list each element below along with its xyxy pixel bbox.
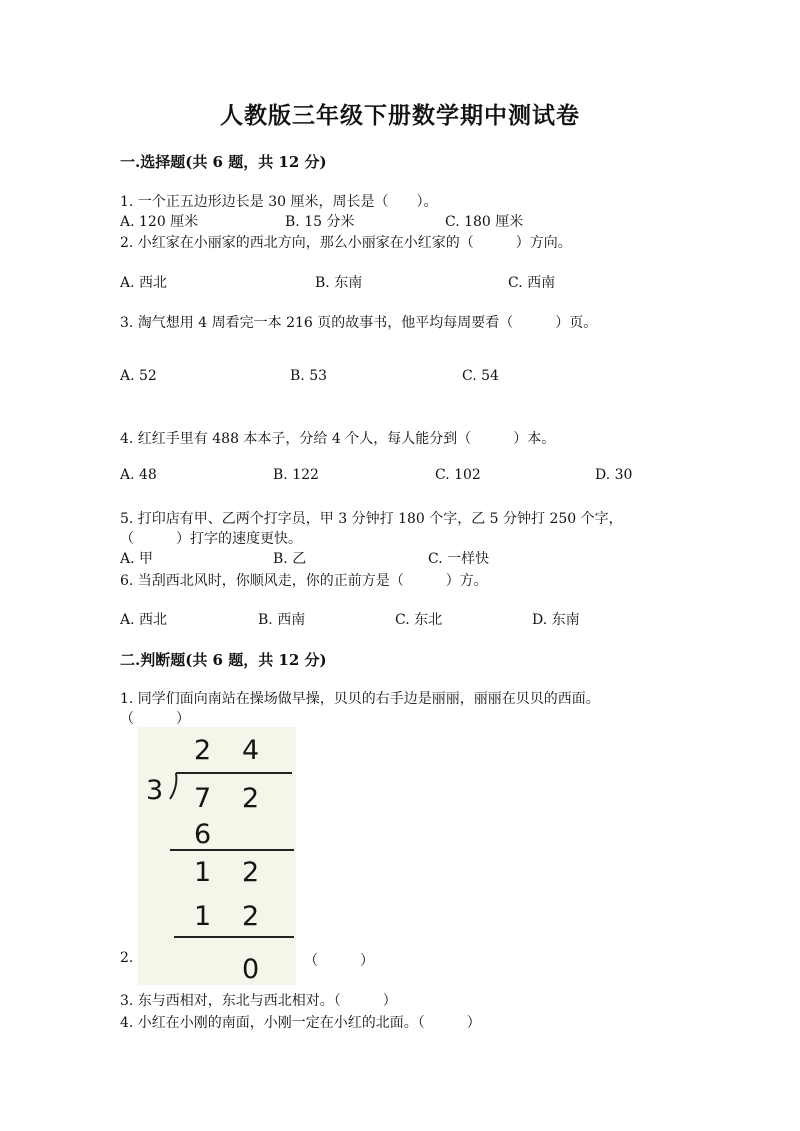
remainder-step-digit-tens: 1 xyxy=(194,857,212,888)
option-1a[interactable]: A. 120 厘米 xyxy=(120,214,199,230)
first-product-digit: 6 xyxy=(194,819,212,850)
question-6: 6. 当刮西北风时，你顺风走，你的正前方是（ ）方。 xyxy=(120,573,488,589)
question-5-continued: （ ）打字的速度更快。 xyxy=(120,531,302,547)
question-5: 5. 打印店有甲、乙两个打字员，甲 3 分钟打 180 个字，乙 5 分钟打 250 个字， xyxy=(120,511,623,527)
option-6b[interactable]: B. 西南 xyxy=(258,612,306,628)
option-5a[interactable]: A. 甲 xyxy=(120,551,154,567)
option-5b[interactable]: B. 乙 xyxy=(273,551,307,567)
option-2b[interactable]: B. 东南 xyxy=(315,275,363,291)
judgement-question-4: 4. 小红在小刚的南面，小刚一定在小红的北面。（ ） xyxy=(120,1015,481,1031)
question-4: 4. 红红手里有 488 本本子，分给 4 个人，每人能分到（ ）本。 xyxy=(120,431,556,447)
page-title: 人教版三年级下册数学期中测试卷 xyxy=(220,102,580,129)
option-1c[interactable]: C. 180 厘米 xyxy=(445,214,524,230)
judgement-answer-blank-2[interactable]: （ ） xyxy=(304,953,374,969)
section-heading-choice: 一.选择题(共 6 题，共 12 分) xyxy=(120,153,327,171)
option-1b[interactable]: B. 15 分米 xyxy=(285,214,355,230)
option-3a[interactable]: A. 52 xyxy=(120,368,157,384)
option-6c[interactable]: C. 东北 xyxy=(395,612,443,628)
question-1: 1. 一个正五边形边长是 30 厘米，周长是（ ）。 xyxy=(120,194,438,210)
second-product-digit-tens: 1 xyxy=(194,901,212,932)
remainder-step-digit-ones: 2 xyxy=(242,857,260,888)
option-4d[interactable]: D. 30 xyxy=(595,467,633,483)
option-4b[interactable]: B. 122 xyxy=(273,467,319,483)
option-2a[interactable]: A. 西北 xyxy=(120,275,168,291)
judgement-question-3: 3. 东与西相对，东北与西北相对。（ ） xyxy=(120,993,397,1009)
division-bracket xyxy=(170,773,176,799)
question-2: 2. 小红家在小丽家的西北方向，那么小丽家在小红家的（ ）方向。 xyxy=(120,235,572,251)
divisor-digit: 3 xyxy=(146,775,164,806)
long-division-figure xyxy=(138,727,296,985)
judgement-question-1: 1. 同学们面向南站在操场做早操，贝贝的右手边是丽丽，丽丽在贝贝的西面。 xyxy=(120,691,600,707)
option-6a[interactable]: A. 西北 xyxy=(120,612,168,628)
option-4c[interactable]: C. 102 xyxy=(435,467,481,483)
option-3b[interactable]: B. 53 xyxy=(290,368,328,384)
long-division-drawing xyxy=(138,727,296,985)
option-2c[interactable]: C. 西南 xyxy=(508,275,556,291)
second-product-digit-ones: 2 xyxy=(242,901,260,932)
dividend-digit-tens: 7 xyxy=(194,783,212,814)
dividend-digit-ones: 2 xyxy=(242,783,260,814)
judgement-question-2-number: 2. xyxy=(120,950,134,966)
option-3c[interactable]: C. 54 xyxy=(462,368,499,384)
quotient-digit-ones: 4 xyxy=(242,735,260,766)
option-6d[interactable]: D. 东南 xyxy=(532,612,580,628)
option-5c[interactable]: C. 一样快 xyxy=(428,551,490,567)
option-4a[interactable]: A. 48 xyxy=(120,467,157,483)
section-heading-judgement: 二.判断题(共 6 题，共 12 分) xyxy=(120,651,327,669)
question-3: 3. 淘气想用 4 周看完一本 216 页的故事书，他平均每周要看（ ）页。 xyxy=(120,315,598,331)
final-remainder-digit: 0 xyxy=(242,954,260,985)
judgement-answer-blank-1[interactable]: （ ） xyxy=(120,711,190,727)
quotient-digit-tens: 2 xyxy=(194,735,212,766)
